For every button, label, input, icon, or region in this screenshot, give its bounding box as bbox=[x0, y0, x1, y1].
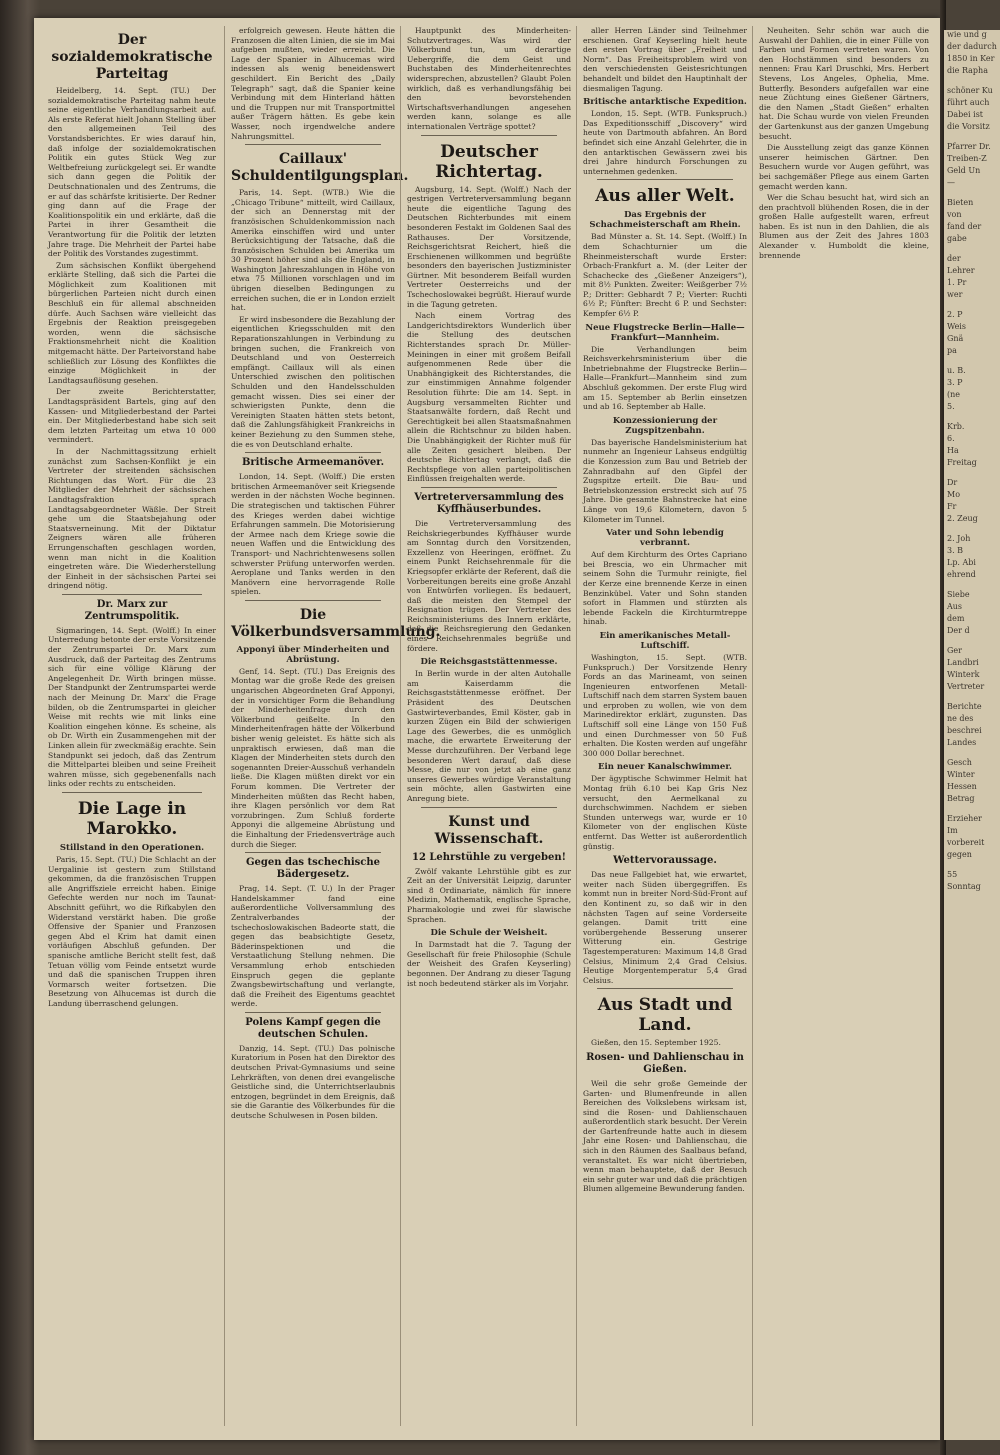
headline-parteitag: Der sozialdemokratische Parteitag bbox=[51, 32, 213, 82]
divider bbox=[62, 594, 202, 595]
adjacent-page-line: Ger bbox=[947, 646, 962, 655]
article-text: Augsburg, 14. Sept. (Wolff.) Nach der gestrigen Vertreterversammlung begann heute die eigentliche Tagung des Deutschen Richterbundes mit einem besonderen Festakt im Goldenen Saal des Rathauses. Der Vorsitzende, Reichsgerichtsrat Reichert, hieß die Erschienenen willkommen und begrüßte besonders den bayerischen Justizminister Gürtner. Mit besonderem Beifall wurden Vertreter Oesterreichs und der Tschechoslowakei begrüßt. Hierauf wurde in die Tagung getreten. bbox=[407, 184, 571, 309]
adjacent-page-line: u. B. bbox=[947, 366, 966, 375]
headline-vater: Vater und Sohn lebendig verbrannt. bbox=[606, 528, 724, 549]
headline-baeder: Gegen das tschechische Bädergesetz. bbox=[245, 857, 381, 881]
article-text: Bad Münster a. St. 14. Sept. (Wolff.) In dem Schachturnier um die Rheinmeisterschaft wurde Erster: Orbach-Frankfurt a. M. (der Leiter der Schachecke des „Gießener Anzeigers“), mit 8½ Punkten. Zweiter: Weißgerber 7½ P.; Dritter: Gebhardt 7 P.; Vierter: Ruchti 6½ P.; Fünfter: Brecht 6 P. und Sechster: Kempfer 6½ P. bbox=[583, 232, 747, 319]
adjacent-page-line: 3. B bbox=[947, 546, 964, 555]
adjacent-page-line: gabe bbox=[947, 234, 967, 243]
headline-schulen: Polens Kampf gegen die deutschen Schulen. bbox=[245, 1016, 381, 1040]
adjacent-page-line: wer bbox=[947, 290, 963, 299]
column-2 bbox=[224, 26, 441, 1426]
adjacent-page-line: pa bbox=[947, 346, 957, 355]
subheadline-marokko: Stillstand in den Operationen. bbox=[59, 842, 205, 853]
article-text: Die Ausstellung zeigt das ganze Können unserer heimischen Gärtner. Den Besuchern wurde vor Augen geführt, was bei sachgemäßer Pflege aus einem Garten gemacht werden kann. bbox=[759, 143, 929, 191]
adjacent-page-line: Sonntag bbox=[947, 882, 981, 891]
adjacent-page-line: 3. P bbox=[947, 378, 963, 387]
adjacent-page-line: 2. P bbox=[947, 310, 963, 319]
adjacent-page-line: führt auch bbox=[947, 98, 990, 107]
adjacent-page-line: der dadurch bbox=[947, 42, 997, 51]
headline-kanal: Ein neuer Kanalschwimmer. bbox=[597, 762, 732, 773]
adjacent-page-line: 2. Joh bbox=[947, 534, 971, 543]
headline-weisheit: Die Schule der Weisheit. bbox=[430, 928, 548, 939]
article-text: In Berlin wurde in der alten Autohalle am Kaiserdamm die Reichsgaststättenmesse eröffnet. Der Präsident des Deutschen Gastwirteverbandes, Emil Köster, gab in kurzen Zügen ein Bild der schwierigen Lage des Gewerbes, die es unmöglich mache, die erwartete Erweiterung der Messe durchzuführen. Der Verband lege besonderen Wert darauf, daß diese Messe, die nur von jetzt ab eine ganz unseres Gewerbes würdige Veranstaltung sein möchte, allen Gastwirten eine Anregung biete. bbox=[407, 669, 571, 803]
article-text: Sigmaringen, 14. Sept. (Wolff.) In einer Unterredung betonte der erste Vorsitzende der Zentrumspartei Dr. Marx zum Ausdruck, daß der Parteitag des Zentrums sich für eine völlige Klärung der Angelegenheit Dr. Wirth bringen müsse. Der Standpunkt der Zentrumspartei werde nach der Meinung Dr. Marx' die Frage bilden, ob die Zentrumspartei in gleicher Weise mit rechts wie mit links eine Koalition eingehen könne. Es scheine, als ob Dr. Wirth ein Zusammengehen mit der Linken allein für zweckmäßig erachte. Sein Standpunkt sei jedoch, daß das Zentrum die Mittelpartei bleiben und seine Freiheit wahren müsse, sich gegebenenfalls nach links oder rechts zu entscheiden. bbox=[48, 625, 216, 789]
adjacent-page-line: Pfarrer Dr. bbox=[947, 142, 991, 151]
adjacent-page-line: Bieten bbox=[947, 198, 974, 207]
article-text: Der zweite Berichterstatter, Landtagspräsident Bartels, ging auf den Kassen- und Mitgliederbestand der Partei ein. Der Mitgliederbestand habe sich seit dem letzten Parteitag um etwa 10 000 vermindert. bbox=[48, 387, 216, 445]
adjacent-page-line: Aus bbox=[947, 602, 963, 611]
adjacent-page-line: 2. Zeug bbox=[947, 514, 978, 523]
headline-stadt-und-land: Aus Stadt und Land. bbox=[597, 995, 733, 1036]
article-text: London, 15. Sept. (WTB. Funkspruch.) Das Expeditionsschiff „Discovery“ wird heute von Dartmouth abfahren. An Bord befindet sich eine Anzahl Gelehrter, die in den antarktischen Gewässern zwei bis drei Jahre hindurch Forschungen zu unternehmen gedenken. bbox=[583, 109, 747, 176]
divider bbox=[421, 487, 557, 488]
headline-kyffhaeuser: Vertreterversammlung des Kyffhäuserbundes. bbox=[414, 491, 564, 515]
divider bbox=[245, 144, 381, 145]
adjacent-page-line: Hessen bbox=[947, 782, 977, 791]
article-text: Zum sächsischen Konflikt übergehend erklärte Stelling, daß sich die Partei die Möglichkeit zum Koalitionen mit bürgerlichen Parteien nicht durch einen Beschluß ein für allemal abschneiden dürfe. Auch Sachsen wäre vielleicht das Ergebnis der Reaktion preisgegeben worden, wenn die sächsische Fraktionsmehrheit nicht die Koalition mitgemacht hätte. Der Parteivorstand habe schließlich zur Lösung des Konfliktes die einzige Möglichkeit in der Landtagsauflösung gesehen. bbox=[48, 260, 216, 385]
article-text: Neuheiten. Sehr schön war auch die Auswahl der Dahlien, die in einer Fülle von Farben und Formen vertreten waren. Von den Hochstämmen sind besonders zu nennen: Frau Karl Druschki, Mrs. Herbert Stevens, Los Angeles, Ophelia, Mme. Butterfly. Besonders aufgefallen war eine neue Züchtung eines Gießener Gärtners, die den Namen „Stadt Gießen“ erhalten hat. Die Schau wurde von vielen Freunden der Gartenkunst aus der ganzen Umgebung besucht. bbox=[759, 26, 929, 141]
headline-voelkerbund: Die Völkerbundsversammlung. bbox=[231, 606, 441, 640]
article-text: Heidelberg, 14. Sept. (TU.) Der sozialdemokratische Parteitag nahm heute seine eigentliche Verhandlungsarbeit auf. Als erste Referat hielt Johann Stelling über den allgemeinen Teil des Vorstandsberichtes. Er wies darauf hin, daß infolge der sozialdemokratischen Politik ein gutes Stück Weg zur Weltbefreiung zurückgelegt sei. Er wandte sich dann gegen die Politik der Deutschnationalen und des Zentrums, die er auf das schärfste kritisierte. Der Redner ging dann auf die Frage der Koalitionspolitik ein und erklärte, daß die Partei in ihrer Gesamtheit die Verantwortung für die Politik der letzten Jahre trage. Die Mehrheit der Partei habe der Politik des Vorstandes zugestimmt. bbox=[48, 86, 216, 259]
headline-aus-aller-welt: Aus aller Welt. bbox=[595, 186, 735, 207]
adjacent-page-line: Fr bbox=[947, 502, 957, 511]
column-1 bbox=[48, 26, 216, 1426]
adjacent-page-line: Erzieher bbox=[947, 814, 982, 823]
article-text: Genf, 14. Sept. (TU.) Das Ereignis des Montag war die große Rede des greisen ungarischen Abgeordneten Graf Apponyi, der in vorsichtiger Form die Behandlung der Minderheitenfrage durch den Völkerbund geißelte. In den Minderheitenfragen hätte der Völkerbund bisher wenig geleistet. Es hätte sich als unpraktisch erwiesen, daß man die Klagen der Minderheiten stets durch den sogenannten Dreier-Ausschuß verhandeln ließe. Die Klagen müßten direkt vor ein Forum kommen. Die Vertreter der Minderheiten müßten das Recht haben, ihre Klagen persönlich vor dem Rat vorzubringen. Zum Schluß forderte Apponyi die allgemeine Abrüstung und die Einhaltung der Friedensverträge auch durch die Sieger. bbox=[231, 666, 395, 849]
divider bbox=[421, 807, 557, 808]
divider bbox=[421, 135, 557, 136]
adjacent-page-line: wie und g bbox=[947, 30, 987, 39]
adjacent-page-line: von bbox=[947, 210, 962, 219]
adjacent-page-line: Treiben-Z bbox=[947, 154, 987, 163]
headline-wetter: Wettervoraussage. bbox=[613, 855, 717, 867]
dateline: Gießen, den 15. September 1925. bbox=[591, 1038, 721, 1048]
divider bbox=[245, 600, 381, 601]
adjacent-page-line: Gesch bbox=[947, 758, 972, 767]
article-text: Auf dem Kirchturm des Ortes Capriano bei Brescia, wo ein Uhrmacher mit seinem Sohn die Turmuhr reinigte, fiel der Kerze eine brennende Kerze in einen Benzinkübel. Vater und Sohn standen sofort in Flammen und stürzten als lebende Fackeln die Kirchturmtreppe hinab. bbox=[583, 550, 747, 627]
article-text: Die Vertreterversammlung des Reichskriegerbundes Kyffhäuser wurde am Sonntag durch den Vorsitzenden, Exzellenz von Heeringen, eröffnet. Zu einem Punkt Reichsehrenmale für die Kriegsopfer erklärte der Referent, daß die Vorbereitungen bereits eine große Anzahl von Entwürfen vorliegen. Es bedauert, daß die meisten den Stempel der Resignation trügen. Der Vertreter des Reichsministeriums des Innern erklärte, daß die Reichsregierung den Gedanken eines Reichsehrenmales begrüße und fördere. bbox=[407, 518, 571, 653]
adjacent-page-line: Der d bbox=[947, 626, 970, 635]
adjacent-page-line: Berichte bbox=[947, 702, 982, 711]
adjacent-page-line: 1850 in Ker bbox=[947, 54, 995, 63]
adjacent-page-line: Krb. bbox=[947, 422, 965, 431]
article-text: Washington, 15. Sept. (WTB. Funkspruch.) Der Vorsitzende Henry Fords an das Marineamt, von seinen Ingenieuren entworfenen Metall-Luftschiff nach dem starren System bauen und erproben zu wollen, wie von dem Marinedirektor erklärt, zugunsten. Das Luftschiff soll eine Länge von 150 Fuß und einen Durchmesser von 50 Fuß erhalten. Die Kosten werden auf ungefähr 300 000 Dollar berechnet. bbox=[583, 652, 747, 758]
divider bbox=[597, 988, 733, 989]
adjacent-page-line: ehrend bbox=[947, 570, 976, 579]
article-text: Das bayerische Handelsministerium hat nunmehr an Ingenieur Lahseus endgültig die Konzession zum Bau und Betrieb der Zahnradbahn auf den Gipfel der Zugspitze erteilt. Die Bau- und Betriebskonzession erstreckt sich auf 75 Jahre. Die gesamte Bahnstrecke hat eine Länge von 19,6 Kilometern, davon 5 Kilometer im Tunnel. bbox=[583, 437, 747, 524]
article-text: Danzig, 14. Sept. (TU.) Das polnische Kuratorium in Posen hat den Direktor des deutschen Privat-Gymnasiums und seine Lehrkräften, von denen drei evangelische Geistliche sind, die Unterrichtserlaubnis entzogen, begründet in dem Ereignis, daß sie die Garantie des Völkerbundes für die deutsche Schulwesen in Posen bilden. bbox=[231, 1043, 395, 1121]
adjacent-page-line: 5. bbox=[947, 402, 955, 411]
article-text: Paris, 15. Sept. (TU.) Die Schlacht an der Uergalinie ist gestern zum Stillstand gekommen, da die französischen Truppen alle Angriffsziele erreicht haben. Einige Gefechte werden nur noch im Taunat-Abschnitt geführt, wo die Rifkabylen den Widerstand verstärkt haben. Die große Offensive der Spanier und Franzosen gegen Abd el Krim hat damit einen vorläufigen Abschluß gefunden. Der spanische amtliche Bericht stellt fest, daß Tetuan völlig vom Feinde entsetzt wurde und daß die spanischen Truppen ihren Vormarsch weiter fortsetzen. Die Besetzung von Alhucemas ist durch die Landung überraschend gelungen. bbox=[48, 854, 216, 1008]
column-3 bbox=[400, 26, 571, 1426]
adjacent-page-line: Dabei ist bbox=[947, 110, 984, 119]
adjacent-page-line: 1. Pr bbox=[947, 278, 967, 287]
article-text: In Darmstadt hat die 7. Tagung der Gesellschaft für freie Philosophie (Schule der Weisheit des Grafen Keyserling) begonnen. Der Andrang zu dieser Tagung ist noch bedeutend stärker als im Vorjahr. bbox=[407, 940, 571, 988]
article-text: Die Verhandlungen beim Reichsverkehrsministerium über die Inbetriebnahme der Flugstrecke Berlin—Halle—Frankfurt—Mannheim sind zum Abschluß gekommen. Der erste Flug wird am 15. September ab Berlin einsetzen und ab 16. September ab Halle. bbox=[583, 344, 747, 412]
article-text: aller Herren Länder sind Teilnehmer erschienen. Graf Keyserling hielt heute den ersten Vortrag über „Freiheit und Norm“. Das Freiheitsproblem wird von den verschiedensten Geistesrichtungen behandelt und bildet den Hauptinhalt der diesmaligen Tagung. bbox=[583, 26, 747, 93]
adjacent-page-line: der bbox=[947, 254, 961, 263]
adjacent-page-line: Betrag bbox=[947, 794, 975, 803]
divider bbox=[245, 852, 381, 853]
adjacent-page-line: 6. bbox=[947, 434, 955, 443]
article-text: Nach einem Vortrag des Landgerichtsdirektors Wunderlich über die Stellung des deutschen Richterstandes sprach Dr. Müller-Meiningen in einer mit großem Beifall aufgenommenen Rede über die Unabhängigkeit des Richterstandes, die zur einstimmigen Annahme folgender Resolution führte: Die am 14. Sept. in Augsburg versammelten Richter und Staatsanwälte fordern, daß Recht und Gerechtigkeit bei allen Staatsmaßnahmen allein die Richtschnur zu bilden haben. Die Unabhängigkeit der Richter muß für alle Zeiten gesichert bleiben. Der deutsche Richtertag verlangt, daß die Rechtspflege von allen parteipolitischen Einflüssen freigehalten werde. bbox=[407, 311, 571, 484]
article-text: Prag, 14. Sept. (T. U.) In der Prager Handelskammer fand eine außerordentliche Vollversammlung des Zentralverbandes der tschechoslowakischen Badeorte statt, die gegen das beabsichtigte Gesetz, Bäderinspektionen und die Verstaatlichung Stellung nehmen. Die Versammlung erhob entschieden Einspruch gegen die geplante Zwangsbewirtschaftung und verlangte, daß die Freiheit des Eigentums geachtet werde. bbox=[231, 884, 395, 1009]
adjacent-page-line: Im bbox=[947, 826, 958, 835]
adjacent-page-line: ne des bbox=[947, 714, 974, 723]
adjacent-page-line: Lehrer bbox=[947, 266, 975, 275]
adjacent-page-line: Weis bbox=[947, 322, 966, 331]
headline-rosen: Rosen- und Dahlienschau in Gießen. bbox=[586, 1051, 744, 1075]
headline-flug: Neue Flugstrecke Berlin—Halle—Frankfurt—Mannheim. bbox=[585, 322, 745, 343]
article-text: erfolgreich gewesen. Heute hätten die Franzosen die alten Linien, die sie im Mai aufgeben mußten, wieder erreicht. Die Lage der Spanier in Alhucemas wird indessen als wenig beneidenswert geschildert. Ein Bericht des „Daily Telegraph“ sagt, daß die Spanier keine Verbindung mit dem Hinterland hätten und die Truppen nur mit Transportmittel außer Trägern hätten. Es gebe kein Wasser, noch irgendwelche andere Nahrungsmittel. bbox=[231, 26, 395, 141]
subheadline-kunst: 12 Lehrstühle zu vergeben! bbox=[411, 851, 566, 863]
adjacent-page-line: Winterk bbox=[947, 670, 980, 679]
adjacent-page-line: 55 bbox=[947, 870, 958, 879]
adjacent-page-line: Landbri bbox=[947, 658, 979, 667]
article-text: Wer die Schau besucht hat, wird sich an den prachtvoll blühenden Rosen, die in der großen Halle aufgestellt waren, erfreut haben. Es ist nun in den Dahlien, die als Blumen aus der Zeit des Jahres 1803 Alexander v. Humboldt die kleine, brennende bbox=[759, 193, 929, 260]
headline-kunst: Kunst und Wissenschaft. bbox=[434, 813, 544, 847]
divider bbox=[245, 1012, 381, 1013]
divider bbox=[597, 179, 733, 180]
headline-zugspitz: Konzessionierung der Zugspitzenbahn. bbox=[612, 415, 718, 436]
headline-marx: Dr. Marx zur Zentrumspolitik. bbox=[84, 598, 180, 622]
headline-schach: Das Ergebnis der Schachmeisterschaft am Rhein. bbox=[589, 210, 741, 231]
article-text: Das neue Fallgebiet hat, wie erwartet, weiter nach Süden übergegriffen. Es kommt nun in breiter Nord-Süd-Front auf den Kontinent zu, so daß wir in den nächsten Tagen auf seine Vorderseite gelangen. Damit tritt eine vorübergehende Besserung unserer Witterung ein. Gestrige Tagestemperaturen: Maximum 14,8 Grad Celsius, Minimum 2,4 Grad Celsius. Heutige Morgentemperatur 5,4 Grad Celsius. bbox=[583, 870, 747, 985]
article-text: Der ägyptische Schwimmer Helmit hat Montag früh 6.10 bei Kap Gris Nez versucht, den Aermelkanal zu durchschwimmen. Nachdem er sieben Stunden unterwegs war, wurde er 10 Kilometer von der englischen Küste entfernt. Das Wetter ist außerordentlich günstig. bbox=[583, 774, 747, 851]
adjacent-page-line: Ha bbox=[947, 446, 959, 455]
headline-armee: Britische Armeemanöver. bbox=[241, 457, 385, 469]
newspaper-page bbox=[34, 18, 940, 1440]
subheadline-voelkerbund: Apponyi über Minderheiten und Abrüstung. bbox=[236, 644, 390, 665]
adjacent-page-line: Vertreter bbox=[947, 682, 985, 691]
adjacent-page-line: schöner Ku bbox=[947, 86, 993, 95]
article-text: Hauptpunkt des Minderheiten-Schutzvertrages. Was wird der Völkerbund tun, um derartige Uebergriffe, die dem Geist und Buchstaben des Minderheitenrechtes widersprechen, abzustellen? Glaubt Polen wirklich, daß es verhandlungsfähig bei den bevorstehenden Wirtschaftsverhandlungen angesehen werden kann, solange es alle internationalen Verträge spottet? bbox=[407, 26, 571, 131]
adjacent-page-line: Mo bbox=[947, 490, 961, 499]
headline-luftschiff: Ein amerikanisches Metall-Luftschiff. bbox=[599, 630, 731, 651]
divider bbox=[62, 792, 202, 793]
adjacent-page-line: Geld Un bbox=[947, 166, 981, 175]
adjacent-page-line: fand der bbox=[947, 222, 982, 231]
adjacent-page-edge bbox=[944, 30, 1000, 1440]
adjacent-page-line: Dr bbox=[947, 478, 958, 487]
headline-expedition: Britische antarktische Expedition. bbox=[583, 97, 747, 108]
article-text: In der Nachmittagssitzung erhielt zunächst zum Sachsen-Konflikt je ein Vertreter der streitenden sächsischen Richtungen das Wort. Für die 23 Mitglieder der Mehrheit der sächsischen Landtagsfraktion sprach Landtagsabgeordneter Wäßle. Der Streit gehe um die Staatsbejahung oder Staatsverneinung. Mit der Diktatur Zeigners wären alle früheren Errungenschaften geschlagen worden, wenn man nicht in die Koalition eingetreten wäre. Die Wiederherstellung der Einheit in der sächsischen Partei sei dringend nötig. bbox=[48, 446, 216, 591]
column-4 bbox=[576, 26, 747, 1426]
headline-messe: Die Reichsgaststättenmesse. bbox=[420, 657, 558, 668]
adjacent-page-line: beschrei bbox=[947, 726, 982, 735]
adjacent-page-line: gegen bbox=[947, 850, 972, 859]
headline-richtertag: Deutscher Richtertag. bbox=[435, 141, 543, 182]
adjacent-page-line: Lp. Abi bbox=[947, 558, 976, 567]
adjacent-page-line: — bbox=[947, 178, 955, 187]
adjacent-page-line: dem bbox=[947, 614, 965, 623]
divider bbox=[245, 452, 381, 453]
adjacent-page-line: Freitag bbox=[947, 458, 977, 467]
article-text: Paris, 14. Sept. (WTB.) Wie die „Chicago Tribune“ mitteilt, wird Caillaux, der sich an Dennerstag mit der französischen Schuldenkommission nach Amerika einschiffen wird und unter Berücksichtigung der Tatsache, daß die französischen Schulden bei Amerika um 30 Prozent höher sind als die England, in Washington Jahreszahlungen in Höhe von etwa 75 Millionen vorschlagen und im übrigen dieselben Bedingungen zu erreichen suchen, die er in London erzielt hat. bbox=[231, 188, 395, 313]
adjacent-page-line: die Rapha bbox=[947, 66, 988, 75]
article-text: Weil die sehr große Gemeinde der Garten- und Blumenfreunde in allen Bereichen des Volkslebens wirksam ist, sind die Rosen- und Dahlienschauen außerordentlich stark besucht. Der Verein der Gartenfreunde hatte auch in diesem Jahr eine Rosen- und Dahlienschau, die sich in den Räumen des Saalbaus befand, veranstaltet. Es war nicht übertrieben, wenn man behauptete, daß der Besuch ein sehr guter war und daß die prächtigen Blumen allgemeine Bewunderung fanden. bbox=[583, 1078, 747, 1194]
article-text: Zwölf vakante Lehrstühle gibt es zur Zeit an der Universität Leipzig, darunter sind 8 Ordinariate, nämlich für innere Medizin, Mathematik, englische Sprache, Pharmakologie und zwei für slawische Sprachen. bbox=[407, 866, 571, 924]
headline-caillaux: Caillaux' Schuldentilgungsplan. bbox=[231, 151, 409, 185]
adjacent-page-line: Winter bbox=[947, 770, 975, 779]
adjacent-page-line: Siebe bbox=[947, 590, 970, 599]
headline-marokko: Die Lage in Marokko. bbox=[77, 798, 187, 839]
adjacent-page-line: vorbereit bbox=[947, 838, 985, 847]
adjacent-page-line: Gnä bbox=[947, 334, 964, 343]
adjacent-page-line: Landes bbox=[947, 738, 977, 747]
adjacent-page-line: (ne bbox=[947, 390, 961, 399]
adjacent-page-line: die Vorsitz bbox=[947, 122, 990, 131]
article-text: Er wird insbesondere die Bezahlung der eigentlichen Kriegsschulden mit den Reparationszahlungen in Verbindung zu bringen suchen, die Frankreich von Deutschland und von Oesterreich empfängt. Caillaux will als einen Unterschied zwischen den politischen Schulden und den Handelsschulden gemacht wissen. Dies sei einer der schwierigsten Punkte, denn die Vereinigten Staaten hätten stets betont, daß die Zahlungsfähigkeit Frankreichs in keiner Beziehung zu den Summen stehe, die es von Deutschland erhalte. bbox=[231, 314, 395, 449]
article-text: London, 14. Sept. (Wolff.) Die ersten britischen Armeemanöver seit Kriegsende werden in der nächsten Woche beginnen. Die strategischen und taktischen Führer des Krieges werden dabei wichtige Erfahrungen sammeln. Die Motorisierung der Armee nach dem Kriege sowie die neuen Waffen und die Entwicklung des Transport- und Nachrichtenwesens sollen schwerster Prüfung unterworfen werden. Aeroplane und Tanks werden in den Manövern eine hervorragende Rolle spielen. bbox=[231, 472, 395, 597]
column-5 bbox=[752, 26, 929, 1426]
